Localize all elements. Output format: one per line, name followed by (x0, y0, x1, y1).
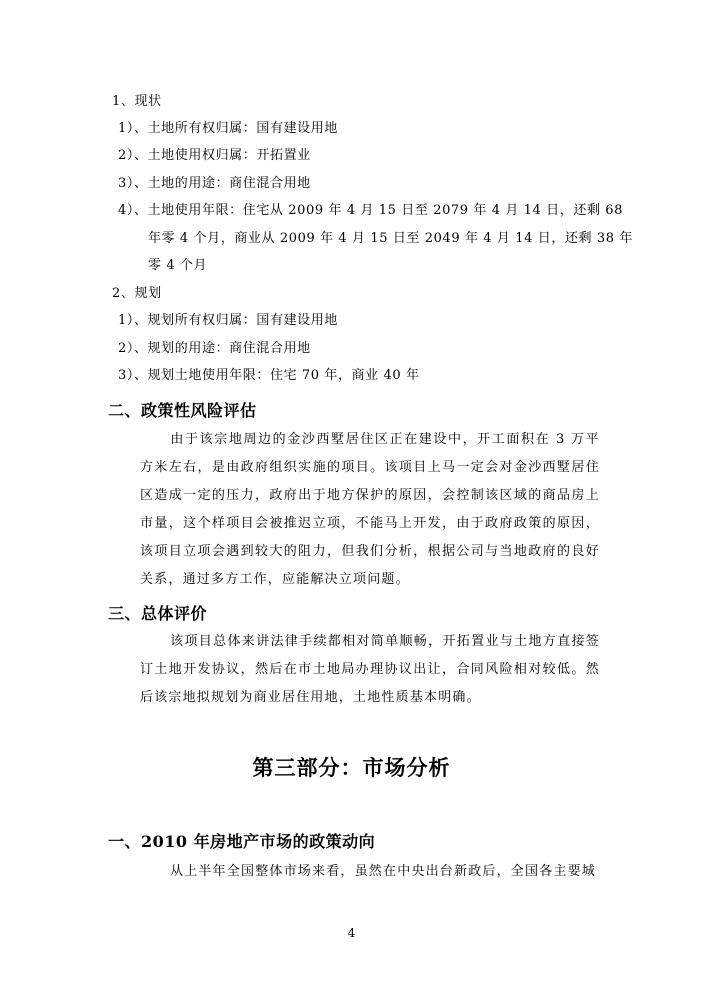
status-item-4-cont-2: 零 4 个月 (148, 258, 208, 273)
page-number: 4 (347, 926, 356, 940)
status-heading: 1、现状 (112, 94, 162, 109)
planning-item-2: 2）、规划的用途：商住混合用地 (118, 341, 311, 356)
policy-risk-heading: 二、政策性风险评估 (108, 401, 257, 420)
policy-risk-text: 由于该宗地周边的金沙西墅居住区正在建设中，开工面积在 3 万平方米左右，是由政府组织实施的项目。该项目上马一定会对金沙西墅居住区造成一定的压力，政府出于地方保护的原因，会控制该区域的商品房上市量，这个样项目会被推迟立项，不能马上开发，由于政府政策的原因，该项目立项会遇到较大的阻力，但我们分析，根据公司与当地政府的良好关系，通过多方工作，应能解决立项问题。 (140, 432, 600, 587)
overall-paragraph (140, 628, 600, 712)
overall-text: 该项目总体来讲法律手续都相对简单顺畅，开拓置业与土地方直接签订土地开发协议，然后在市土地局办理协议出让，合同风险相对较低。然后该宗地拟规划为商业居住用地，土地性质基本明确。 (140, 634, 600, 705)
status-item-4: 4）、土地使用年限：住宅从 2009 年 4 月 15 日至 2079 年 4 月 14 日，还剩 68 (118, 203, 624, 218)
planning-item-3: 3）、规划土地使用年限：住宅 70 年，商业 40 年 (118, 368, 420, 383)
overall-heading: 三、总体评价 (108, 604, 208, 623)
planning-item-1: 1）、规划所有权归属：国有建设用地 (118, 313, 338, 328)
market-policy-text: 从上半年全国整体市场来看，虽然在中央出台新政后，全国各主要城 (170, 864, 597, 879)
planning-heading: 2、规划 (112, 286, 162, 301)
market-policy-heading: 一、2010 年房地产市场的政策动向 (108, 832, 376, 851)
status-item-4-cont-1: 年零 4 个月，商业从 2009 年 4 月 15 日至 2049 年 4 月 14 日，还剩 38 年 (148, 231, 633, 246)
status-item-2: 2）、土地使用权归属：开拓置业 (118, 148, 311, 163)
status-item-1: 1）、土地所有权归属：国有建设用地 (118, 121, 338, 136)
market-policy-paragraph (140, 858, 600, 886)
status-item-3: 3）、土地的用途：商住混合用地 (118, 176, 311, 191)
policy-risk-paragraph (140, 426, 600, 594)
part-title: 第三部分：市场分析 (252, 755, 451, 780)
